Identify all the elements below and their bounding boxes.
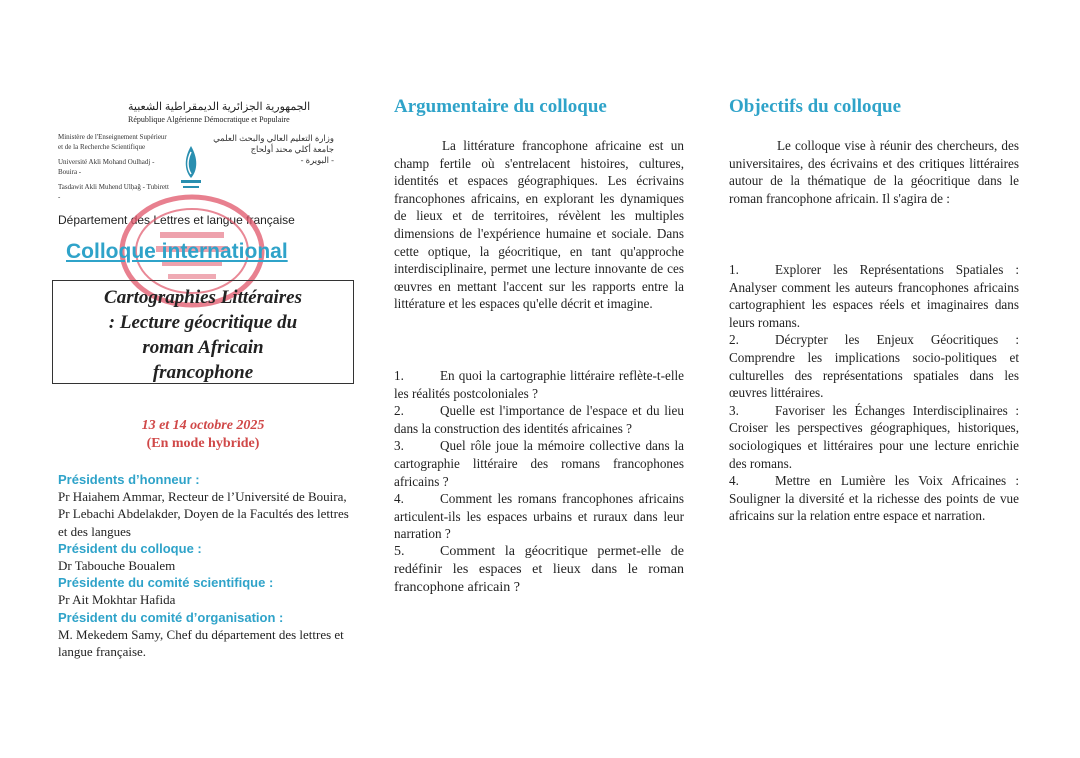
question-item (394, 402, 684, 437)
objective-text: Décrypter les Enjeux Géocritiques : Comprendre les implications socio-politiques et culturelles des représentations spatiales dans les œuvres littéraires. (729, 332, 1019, 401)
objective-text: Explorer les Représentations Spatiales : Analyser comment les auteurs francophones africains cartographient les espaces réels et imaginaires dans leurs romans. (729, 262, 1019, 330)
objectifs-intro-text: Le colloque vise à réunir des chercheurs, des universitaires, des écrivains et des critiques littéraires autour de la thématique de la géocritique dans le roman francophone africain. Il s'agira de : (729, 138, 1019, 206)
event-mode: (En mode hybride) (146, 436, 260, 451)
question-text: Quel rôle joue la mémoire collective dans la cartographie littéraire des romans francophones africains ? (394, 438, 684, 489)
question-text: Comment les romans francophones africains articulent-ils les espaces urbains et ruraux dans leur narration ? (394, 491, 684, 542)
committee-member: M. Mekedem Samy, Chef du département des lettres et langue française. (58, 626, 344, 660)
french-republic-name: République Algérienne Démocratique et Populaire (128, 115, 290, 124)
objectifs-title: Objectifs du colloque (729, 96, 902, 117)
event-title-box (52, 280, 354, 384)
argumentaire-intro-text: La littérature francophone africaine est un champ fertile où s'entrelacent histoires, cultures, identités et espaces géographiques. Les écrivains francophones africains, en explorant les dynamiques de lieux et de territoires, révèlent les multiples dimensions de l'expérience humaine et sociale. Dans cette optique, la géocritique, en tant qu'approche interdisciplinaire, permet une lecture innovante de ces œuvres en mettant l'accent sur les rapports entre la littérature et les espaces qu'elle décrit et imagine. (394, 138, 684, 312)
objective-num: 1. (729, 262, 739, 277)
question-num: 4. (394, 491, 404, 507)
committee-role: Président du comité d’organisation : (58, 609, 284, 625)
questions-list (394, 367, 684, 597)
objective-text: Mettre en Lumière les Voix Africaines : Souligner la diversité et la richesse des points de vue africains sur la relation entre espace et narration. (729, 473, 1019, 524)
university-ar: جامعة أكلي محند أولحاج (250, 144, 334, 154)
question-num: 1. (394, 368, 404, 383)
objective-num: 3. (729, 402, 739, 418)
objectifs-intro (729, 137, 1019, 207)
event-title-line: francophone (152, 362, 254, 383)
ministry-block-ar (212, 133, 334, 166)
university-fr: Université Akli Mohand Oulhadj - Bouira - (58, 158, 155, 176)
argumentaire-title: Argumentaire du colloque (394, 96, 607, 117)
committee-role: Présidente du comité scientifique : (58, 575, 274, 591)
city-ar: - البويرة - (300, 155, 334, 165)
objective-item (729, 331, 1019, 401)
question-text: Comment la géocritique permet-elle de redéfinir les espaces et lieux dans le roman francophone africain ? (394, 543, 684, 595)
committee-member: Pr Haiahem Ammar, Recteur de l’Université de Bouira, (58, 489, 347, 505)
objective-num: 2. (729, 332, 739, 348)
committee-member: Pr Lebachi Abdelakder, Doyen de la Facultés des lettres et des langues (58, 506, 349, 539)
question-item (394, 490, 684, 543)
committee-member: Dr Tabouche Boualem (58, 558, 176, 574)
question-num: 3. (394, 438, 404, 454)
question-text: En quoi la cartographie littéraire reflète-t-elle les réalités postcoloniales ? (394, 368, 684, 401)
event-title-line: : Lecture géocritique du (108, 312, 298, 333)
committee-role: Président du colloque : (58, 540, 202, 556)
argumentaire-intro (394, 137, 684, 313)
event-date: 13 et 14 octobre 2025 (141, 418, 265, 433)
ministry-ar: وزارة التعليم العالي والبحث العلمي (213, 133, 334, 143)
question-item (394, 437, 684, 490)
event-title-line: roman Africain (142, 337, 264, 358)
committee-member: Pr Ait Mokhtar Hafida (58, 592, 176, 608)
committee-role: Présidents d’honneur : (58, 472, 200, 487)
question-num: 2. (394, 403, 404, 419)
question-item (394, 543, 684, 597)
arabic-republic-name: الجمهورية الجزائرية الديمقراطية الشعبية (128, 101, 311, 113)
ministry-line: Ministère de l'Enseignement Supérieur (58, 133, 167, 141)
objective-item (729, 261, 1019, 331)
question-item (394, 367, 684, 402)
committee-list (58, 471, 354, 660)
question-text: Quelle est l'importance de l'espace et du lieu dans la construction des identités africaines ? (394, 403, 684, 436)
objective-num: 4. (729, 473, 739, 489)
university-tz: Tasdawit Akli Muhend Ulḥağ - Tubirett - (58, 183, 169, 201)
department-name: Département des Lettres et langue française (58, 213, 295, 227)
question-num: 5. (394, 543, 405, 559)
event-title-line: Cartographies Littéraires (104, 287, 302, 308)
objective-item (729, 472, 1019, 525)
event-label: Colloque international (66, 240, 288, 263)
university-logo (178, 144, 204, 194)
ministry-line: et de la Recherche Scientifique (58, 143, 146, 151)
objective-text: Favoriser les Échanges Interdisciplinaires : Croiser les perspectives géographiques, historiques, sociologiques et littéraires pour une lecture enrichie des romans. (729, 402, 1019, 471)
objective-item (729, 402, 1019, 472)
objectives-list (729, 261, 1019, 525)
